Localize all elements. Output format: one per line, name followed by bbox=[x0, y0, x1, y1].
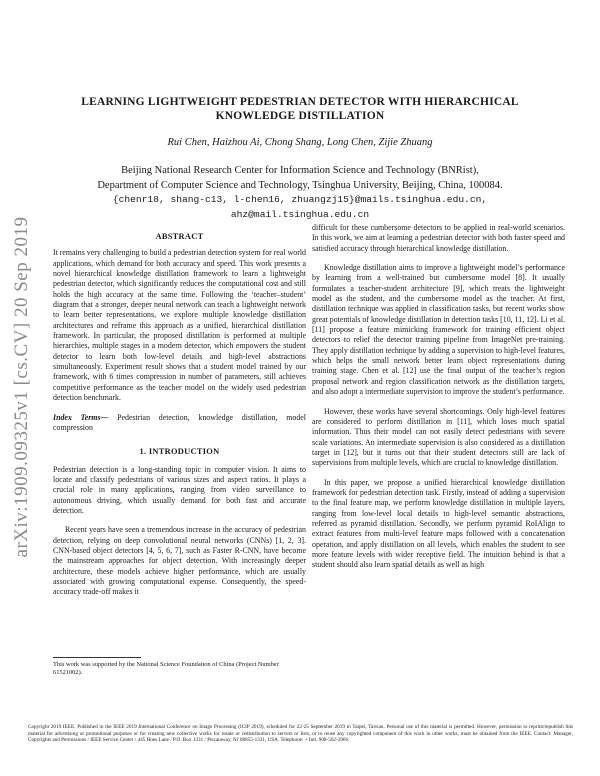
right-paragraph-distillation: Knowledge distillation aims to improve a lightweight model’s performance by learning from a well-trained but cumbersome model [8]. It usually formulates a teacher-student architecture [9], which treats the lightweight model as the student, and the cumbersome model as the teacher. At first, distillation technique was applied in classification tasks, but recent works show great potentials of knowledge distillation in detection tasks [10, 11, 12]. Li et al. [11] propose a feature mimicking framework for training efficient object detectors to relief the detector training pipeline from ImageNet pre-training. They apply distillation technique by adding a supervision to high-level features, which helps the small network better learn object representations during training stage. Chen et al. [12] use the final output of the teacher’s region proposal network and region classification network as the distillation targets, and also adopt a intermediate supervision to improve the student’s performance. bbox=[312, 263, 565, 397]
affiliation-line-1: Beijing National Research Center for Information Science and Technology (BNRist), bbox=[121, 165, 479, 176]
arxiv-identifier: arXiv:1909.09325v1 [cs.CV] 20 Sep 2019 bbox=[11, 216, 32, 558]
index-terms-text: Pedestrian detection, knowledge distillation, model compression bbox=[53, 412, 306, 432]
intro-paragraph-2: Recent years have seen a tremendous increase in the accuracy of pedestrian detection, relying on deep convolutional neural networks (CNNs) [1, 2, 3]. CNN-based object detectors [4, 5, 6, 7], such as Faster R-CNN, have become the mainstream approaches for object detection. With increasingly deeper architecture, these models achieve higher performance, which are usually associated with growing computational expense. Consequently, the speed-accuracy trade-off makes it bbox=[53, 525, 306, 597]
copyright-notice: Copyright 2019 IEEE. Published in the IEEE 2019 International Conference on Image Processing (ICIP 2019), scheduled for 22-25 September 2019 in Taipei, Taiwan. Personal use of this material is permitted. However, permission to reprint/republish this material for advertising or promotional purposes or for creating new collective works for resale or redistribution to servers or lists, or to reuse any copyrighted component of this work in other works, must be obtained from the IEEE. Contact: Manager, Copyrights and Permissions / IEEE Service Center / 445 Hoes Lane / P.O. Box 1331 / Piscataway, NJ 08855-1331, USA. Telephone: + Intl. 908-562-3966. bbox=[28, 724, 573, 744]
index-terms bbox=[53, 413, 306, 434]
introduction-heading: 1. INTRODUCTION bbox=[139, 447, 220, 457]
footnote-rule bbox=[53, 657, 141, 658]
right-paragraph-shortcomings: However, these works have several shortcomings. Only high-level features are considered to perform distillation in [11], which loses much spatial information. Thus their model can not easily detect pedestrians with severe scale variations. An intermediate supervision is also considered as a distillation target in [12], but it turns out that their student detectors still are lack of supervisions from multiple levels, which are crucial to knowledge distillation. bbox=[312, 406, 565, 468]
right-column bbox=[312, 223, 565, 571]
abstract-heading: ABSTRACT bbox=[155, 232, 204, 241]
funding-footnote: This work was supported by the National Science Foundation of China (Project Number 61521002). bbox=[53, 661, 279, 676]
affiliation-line-2: Department of Computer Science and Technology, Tsinghua University, Beijing, China, 100084. bbox=[97, 179, 503, 191]
author-emails: {chenr18, shang-c13, l-chen16, zhuangzj15}@mails.tsinghua.edu.cn, ahz@mail.tsinghua.edu.cn bbox=[112, 194, 488, 220]
paper-title: LEARNING LIGHTWEIGHT PEDESTRIAN DETECTOR WITH HIERARCHICAL KNOWLEDGE DISTILLATION bbox=[81, 96, 519, 122]
right-paragraph-continuation: difficult for these cumbersome detectors to be applied in real-world scenarios. In this work, we aim at learning a pedestrian detector with both faster speed and satisfied accuracy through hierarchical knowledge distillation. bbox=[312, 223, 565, 253]
intro-paragraph-1: Pedestrian detection is a long-standing topic in computer vision. It aims to locate and classify pedestrians of various sizes and aspect ratios. It plays a crucial role in many applications, ranging from video surveillance to autonomous driving, which usually demand for both fast and accurate detection. bbox=[53, 464, 306, 515]
author-list: Rui Chen, Haizhou Ai, Chong Shang, Long Chen, Zijie Zhuang bbox=[167, 137, 433, 148]
right-paragraph-proposal: In this paper, we propose a unified hierarchical knowledge distillation framework for pedestrian detection task. Firstly, instead of adding a supervision to the final feature map, we perform knowledge distillation in multiple layers, ranging from low-level local details to high-level semantic abstractions, referred as pyramid distillation. Secondly, we perform pyramid RoIAlign to extract features from multi-level feature maps followed with a concatenation operation, and apply distillation on all levels, which enables the student to see more feature levels with wider receptive field. The intuition behind is that a student should also learn spatial details as well as high bbox=[312, 477, 565, 570]
index-terms-label: Index Terms— bbox=[53, 412, 109, 422]
abstract-text: It remains very challenging to build a pedestrian detection system for real world applications, which demand for both accuracy and speed. This work presents a novel hierarchical knowledge distillation framework to learn a lightweight pedestrian detector, which significantly reduces the computational cost and still holds the high accuracy at the same time. Following the ‘teacher–student’ diagram that a stronger, deeper neural network can teach a lightweight network to learn better representations, we explore multiple knowledge distillation architectures and reframe this approach as a unified, hierarchical distillation framework. In particular, the proposed distillation is performed at multiple hierarchies, multiple stages in a modern detector, which empowers the student detector to learn both low-level details and high-level abstractions simultaneously. Experiment result shows that a student model trained by our framework, with 6 times compression in number of parameters, still achieves competitive performance as the teacher model on the widely used pedestrian detection benchmark. bbox=[53, 248, 306, 403]
affiliation-block bbox=[60, 164, 540, 222]
left-column bbox=[53, 232, 306, 598]
